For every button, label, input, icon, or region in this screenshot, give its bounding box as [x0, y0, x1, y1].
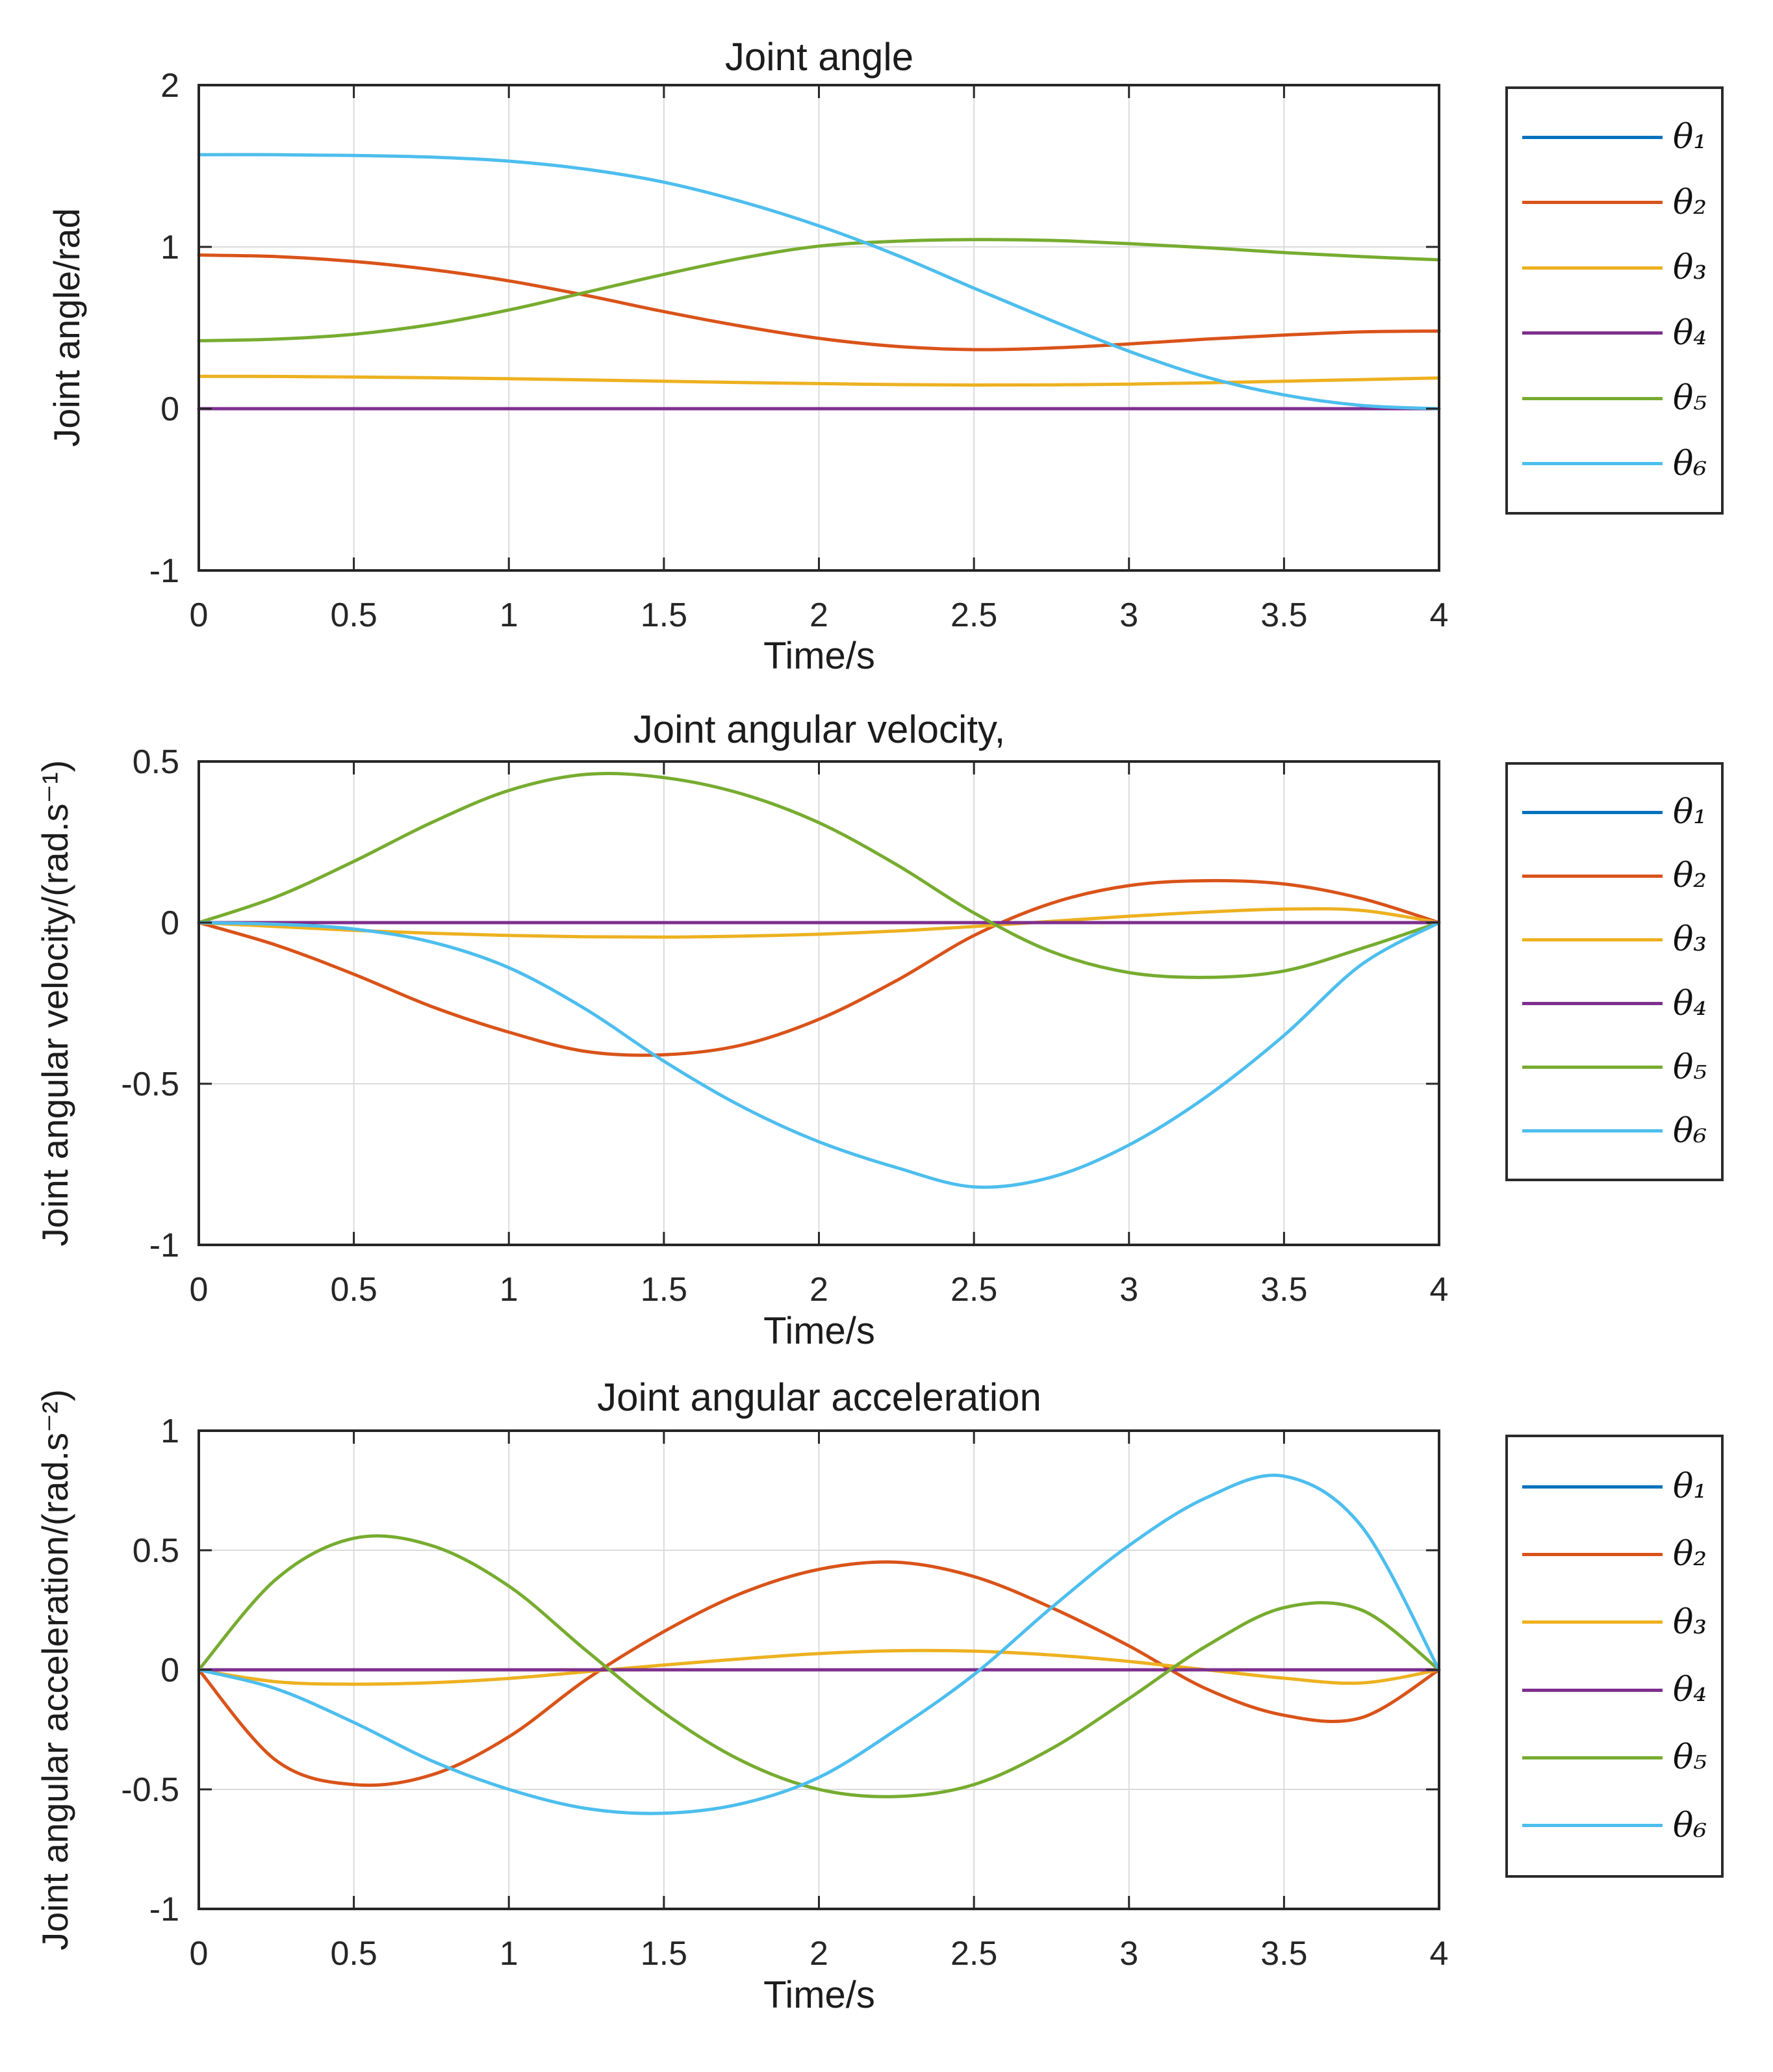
plot3-xlabel: Time/s: [763, 1974, 875, 2016]
xtick-label: 3: [1119, 1271, 1139, 1309]
legend-entry-θ₆: [1508, 444, 1721, 483]
plot3-legend: [1505, 1435, 1724, 1878]
xtick-label: 2: [810, 1935, 828, 1973]
legend-label: θ₁: [1673, 793, 1707, 832]
legend-entry-θ₄: [1508, 313, 1721, 353]
xtick-label: 3.5: [1260, 1271, 1308, 1309]
xtick-label: 2: [810, 1271, 828, 1309]
xtick-label: 1.5: [640, 596, 688, 634]
xtick-label: 0.5: [330, 1271, 377, 1309]
legend-entry-θ₄: [1508, 984, 1721, 1023]
xtick-label: 0: [189, 1271, 209, 1309]
legend-entry-θ₂: [1508, 183, 1721, 222]
ytick-label: -1: [149, 1891, 179, 1928]
legend-entry-θ₄: [1508, 1670, 1721, 1710]
plot2-area: [121, 743, 1448, 1309]
plot1-title: Joint angle: [724, 35, 914, 79]
xtick-label: 4: [1429, 596, 1449, 634]
legend-line-swatch: [1522, 201, 1663, 204]
legend-label: θ₂: [1673, 856, 1707, 896]
ytick-label: 0: [160, 390, 179, 428]
legend-entry-θ₆: [1508, 1806, 1721, 1845]
legend-line-swatch: [1522, 938, 1663, 941]
plot2-legend: [1505, 762, 1724, 1181]
legend-entry-θ₂: [1508, 856, 1721, 896]
legend-entry-θ₅: [1508, 1738, 1721, 1778]
xtick-label: 1.5: [640, 1271, 688, 1309]
xtick-label: 0.5: [330, 596, 377, 634]
legend-line-swatch: [1522, 397, 1663, 400]
legend-line-swatch: [1522, 266, 1663, 270]
plot1-area: [149, 67, 1449, 634]
xtick-label: 1.5: [640, 1935, 688, 1973]
legend-label: θ₄: [1673, 1670, 1707, 1710]
plot2-xlabel: Time/s: [763, 1310, 875, 1352]
xtick-label: 2: [810, 596, 828, 634]
legend-entry-θ₃: [1508, 920, 1721, 960]
legend-entry-θ₃: [1508, 1602, 1721, 1642]
xtick-label: 1: [499, 596, 518, 634]
legend-label: θ₃: [1673, 248, 1707, 288]
legend-line-swatch: [1522, 1129, 1663, 1132]
xtick-label: 0: [189, 596, 209, 634]
legend-label: θ₆: [1673, 1111, 1707, 1151]
plot2-title: Joint angular velocity,: [633, 708, 1006, 751]
ytick-label: -1: [149, 552, 179, 590]
legend-line-swatch: [1522, 1620, 1663, 1624]
xtick-label: 4: [1429, 1271, 1449, 1309]
ytick-label: 1: [160, 229, 179, 266]
legend-line-swatch: [1522, 1756, 1663, 1759]
legend-line-swatch: [1522, 1689, 1663, 1692]
legend-label: θ₃: [1673, 1602, 1707, 1642]
xtick-label: 3.5: [1260, 1935, 1308, 1973]
legend-line-swatch: [1522, 1066, 1663, 1069]
legend-label: θ₂: [1673, 183, 1707, 222]
plot3-ylabel: Joint angular acceleration/(rad.s⁻²): [34, 1389, 75, 1950]
xtick-label: 2.5: [950, 596, 998, 634]
legend-label: θ₁: [1673, 118, 1707, 157]
xtick-label: 0: [189, 1935, 209, 1973]
legend-entry-θ₂: [1508, 1535, 1721, 1574]
legend-line-swatch: [1522, 462, 1663, 465]
xtick-label: 0.5: [330, 1935, 377, 1973]
legend-entry-θ₁: [1508, 1467, 1721, 1507]
xtick-label: 2.5: [950, 1271, 998, 1309]
legend-line-swatch: [1522, 1485, 1663, 1489]
legend-line-swatch: [1522, 136, 1663, 139]
legend-label: θ₆: [1673, 444, 1707, 483]
xtick-label: 3: [1119, 1935, 1139, 1973]
plot1-xlabel: Time/s: [763, 635, 875, 677]
legend-label: θ₅: [1673, 1738, 1707, 1778]
plot3-area: [121, 1413, 1448, 1973]
legend-entry-θ₆: [1508, 1111, 1721, 1151]
legend-line-swatch: [1522, 331, 1663, 335]
legend-line-swatch: [1522, 1002, 1663, 1005]
plot1-ylabel: Joint angle/rad: [46, 208, 87, 447]
ytick-label: -1: [149, 1227, 179, 1264]
plot3-title: Joint angular acceleration: [597, 1375, 1041, 1419]
xtick-label: 2.5: [950, 1935, 998, 1973]
legend-entry-θ₅: [1508, 1047, 1721, 1087]
legend-line-swatch: [1522, 1553, 1663, 1556]
xtick-label: 3.5: [1260, 596, 1308, 634]
ytick-label: 2: [160, 67, 179, 105]
xtick-label: 1: [499, 1271, 518, 1309]
legend-entry-θ₃: [1508, 248, 1721, 288]
ytick-label: 0.5: [132, 743, 179, 781]
legend-entry-θ₅: [1508, 379, 1721, 418]
legend-label: θ₅: [1673, 1047, 1707, 1087]
ytick-label: -0.5: [121, 1771, 179, 1809]
xtick-label: 1: [499, 1935, 518, 1973]
legend-line-swatch: [1522, 811, 1663, 814]
ytick-label: 1: [160, 1413, 179, 1450]
legend-label: θ₅: [1673, 379, 1707, 418]
legend-label: θ₃: [1673, 920, 1707, 960]
plot1-legend: [1505, 86, 1724, 515]
legend-entry-θ₁: [1508, 793, 1721, 832]
legend-entry-θ₁: [1508, 118, 1721, 157]
ytick-label: 0: [160, 904, 179, 942]
legend-label: θ₄: [1673, 984, 1707, 1023]
legend-label: θ₁: [1673, 1467, 1707, 1507]
xtick-label: 3: [1119, 596, 1139, 634]
legend-line-swatch: [1522, 1824, 1663, 1827]
plot2-ylabel: Joint angular velocity/(rad.s⁻¹): [34, 760, 75, 1247]
xtick-label: 4: [1429, 1935, 1449, 1973]
ytick-label: 0: [160, 1652, 179, 1689]
legend-line-swatch: [1522, 875, 1663, 878]
legend-label: θ₄: [1673, 313, 1707, 353]
ytick-label: -0.5: [121, 1066, 179, 1103]
legend-label: θ₂: [1673, 1535, 1707, 1574]
legend-label: θ₆: [1673, 1806, 1707, 1845]
ytick-label: 0.5: [132, 1532, 179, 1570]
